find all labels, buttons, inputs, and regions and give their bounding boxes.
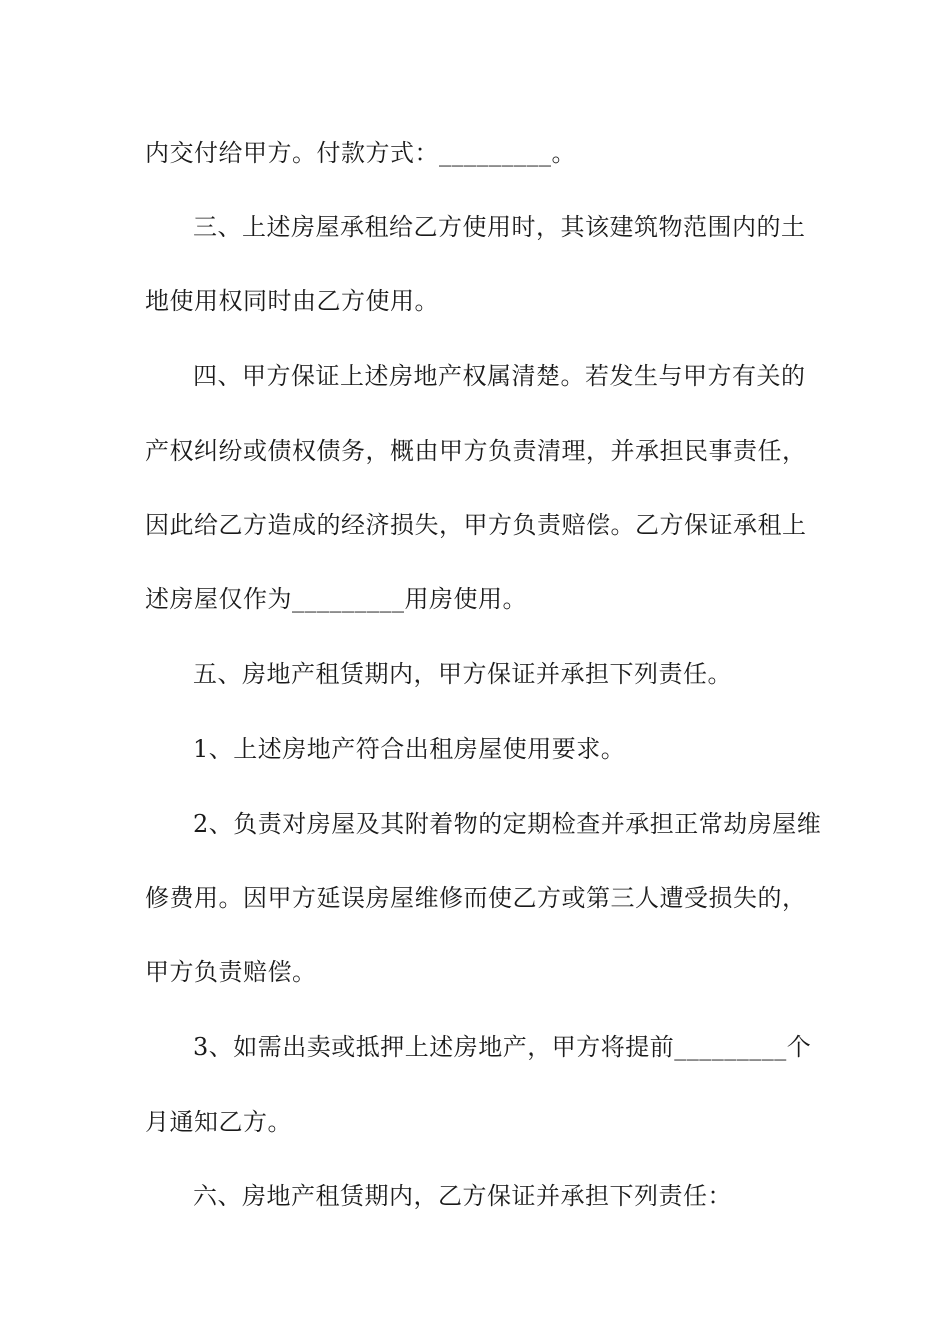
text-line: 3、如需出卖或抵押上述房地产，甲方将提前_________个 bbox=[193, 1033, 812, 1061]
text-line: 四、甲方保证上述房地产权属清楚。若发生与甲方有关的 bbox=[193, 362, 806, 390]
text-line: 修费用。因甲方延误房屋维修而使乙方或第三人遭受损失的， bbox=[145, 884, 807, 912]
text-line: 内交付给甲方。付款方式：_________。 bbox=[145, 139, 576, 167]
text-line: 地使用权同时由乙方使用。 bbox=[145, 287, 439, 315]
text-line: 月通知乙方。 bbox=[145, 1108, 292, 1136]
text-line: 产权纠纷或债权债务，概由甲方负责清理，并承担民事责任， bbox=[145, 437, 807, 465]
text-line: 三、上述房屋承租给乙方使用时，其该建筑物范围内的土 bbox=[193, 213, 806, 241]
text-line: 述房屋仅作为_________用房使用。 bbox=[145, 585, 527, 613]
text-line: 甲方负责赔偿。 bbox=[145, 958, 317, 986]
text-line: 五、房地产租赁期内，甲方保证并承担下列责任。 bbox=[193, 660, 732, 688]
text-line: 因此给乙方造成的经济损失，甲方负责赔偿。乙方保证承租上 bbox=[145, 511, 807, 539]
text-line: 六、房地产租赁期内，乙方保证并承担下列责任： bbox=[193, 1182, 732, 1210]
text-line: 1、上述房地产符合出租房屋使用要求。 bbox=[193, 735, 626, 763]
text-line: 2、负责对房屋及其附着物的定期检查并承担正常劫房屋维 bbox=[193, 810, 822, 838]
